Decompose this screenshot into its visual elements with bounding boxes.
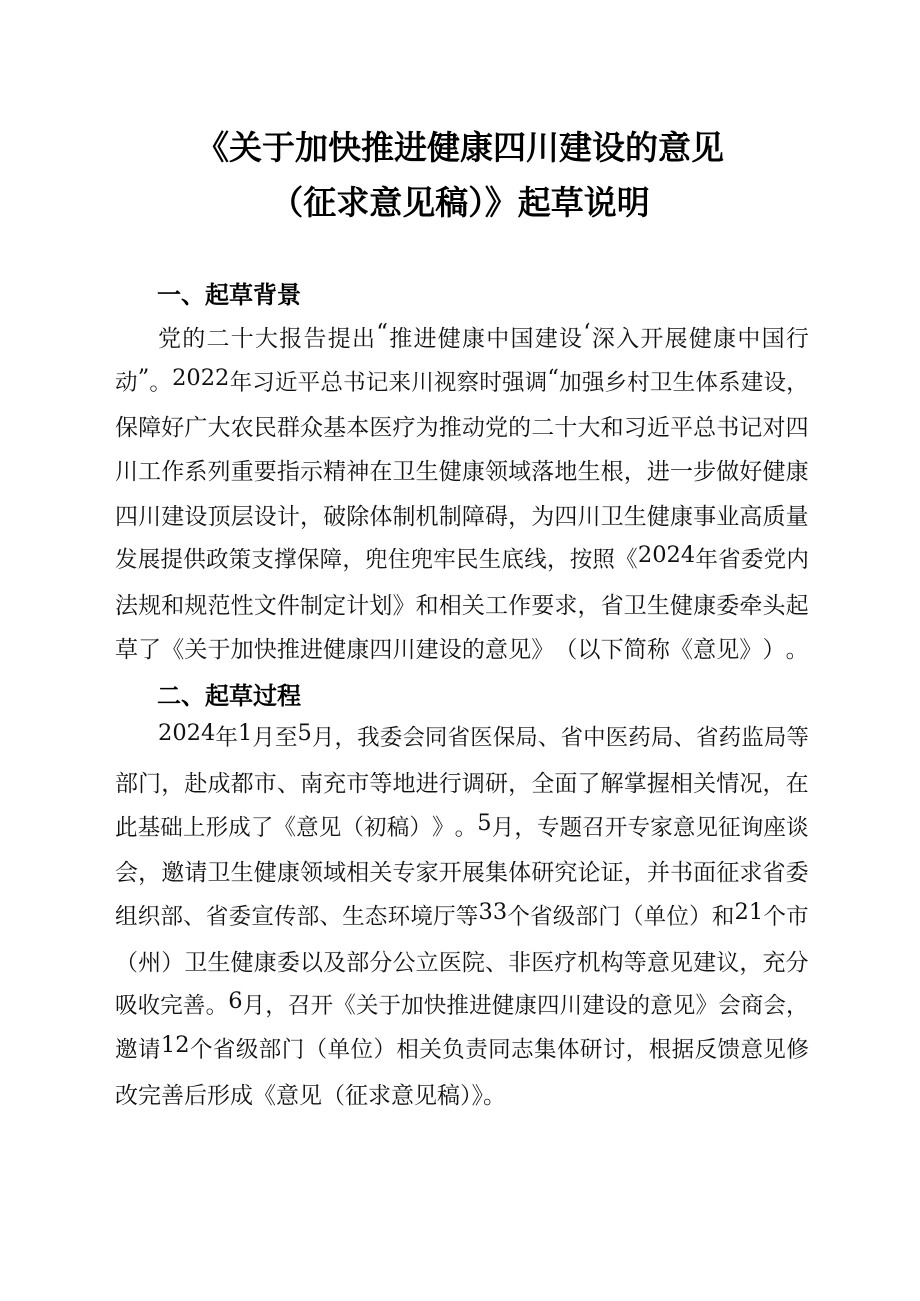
document-title-line-2: （征求意见稿）》起草说明 [270,183,650,222]
paragraph-line: 此 基 础 上 形 成 了 《 意 见 （ 初 稿 ） 》 。 5 月 ， 专 题 召 开 专 家 意 见 征 询 座 谈 [115,810,809,841]
paragraph-line: 组 织 部 、 省 委 宣 传 部 、 生 态 环 境 厅 等 33 个 省 级 部 门 （ 单 位 ） 和 21 个 市 [115,899,809,930]
document-title-line-1: 《关于加快推进健康四川建设的意见 [196,128,724,167]
paragraph-line: 发 展 提 供 政 策 支 撑 保 障 ， 兜 住 兜 牢 民 生 底 线 ， 按 照 《 2024 年 省 委 党 内 [115,542,809,573]
paragraph-line: 邀 请 12 个 省 级 部 门 （ 单 位 ） 相 关 负 责 同 志 集 体 研 讨 ， 根 据 反 馈 意 见 修 [115,1032,809,1063]
paragraph-line: 部 门 ， 赴 成 都 市 、 南 充 市 等 地 进 行 调 研 ， 全 面 了 解 掌 握 相 关 情 况 ， 在 [115,771,809,797]
paragraph-line: 法 规 和 规 范 性 文 件 制 定 计 划 》 和 相 关 工 作 要 求 ， 省 卫 生 健 康 委 牵 头 起 [115,593,809,619]
paragraph-line: 会 ， 邀 请 卫 生 健 康 领 域 相 关 专 家 开 展 集 体 研 究 论 证 ， 并 书 面 征 求 省 委 [115,860,809,886]
paragraph-line: 川 工 作 系 列 重 要 指 示 精 神 在 卫 生 健 康 领 域 落 地 生 根 ， 进 一 步 做 好 健 康 [115,459,809,485]
paragraph-line: （ 州 ） 卫 生 健 康 委 以 及 部 分 公 立 医 院 、 非 医 疗 机 构 等 意 见 建 议 ， 充 分 [115,950,809,976]
paragraph-line: 动 ” 。 2022 年 习 近 平 总 书 记 来 川 视 察 时 强 调 “ 加 强 乡 村 卫 生 体 系 建 设 ， [115,365,809,396]
paragraph-line: 党 的 二 十 大 报 告 提 出 “ 推 进 健 康 中 国 建 设 ‘ 深 入 开 展 健 康 中 国 行 [158,320,809,352]
paragraph-line: 改完善后形成《意见（征求意见稿）》。 [115,1083,506,1109]
paragraph-line: 四 川 建 设 顶 层 设 计 ， 破 除 体 制 机 制 障 碍 ， 为 四 川 卫 生 健 康 事 业 高 质 量 [115,504,809,530]
section-heading-process: 二、起草过程 [157,682,301,710]
paragraph-line: 吸 收 完 善 。 6 月 ， 召 开 《 关 于 加 快 推 进 健 康 四 川 建 设 的 意 见 》 会 商 会 ， [115,988,809,1019]
section-heading-background: 一、起草背景 [157,281,301,309]
paragraph-line: 草 了 《 关 于 加 快 推 进 健 康 四 川 建 设 的 意 见 》 （ 以 下 简 称 《 意 见 》 ） 。 [115,637,809,663]
paragraph-line: 2024 年 1 月 至 5 月 ， 我 委 会 同 省 医 保 局 、 省 中 医 药 局 、 省 药 监 局 等 [158,720,809,751]
paragraph-line: 保 障 好 广 大 农 民 群 众 基 本 医 疗 为 推 动 党 的 二 十 大 和 习 近 平 总 书 记 对 四 [115,415,809,441]
